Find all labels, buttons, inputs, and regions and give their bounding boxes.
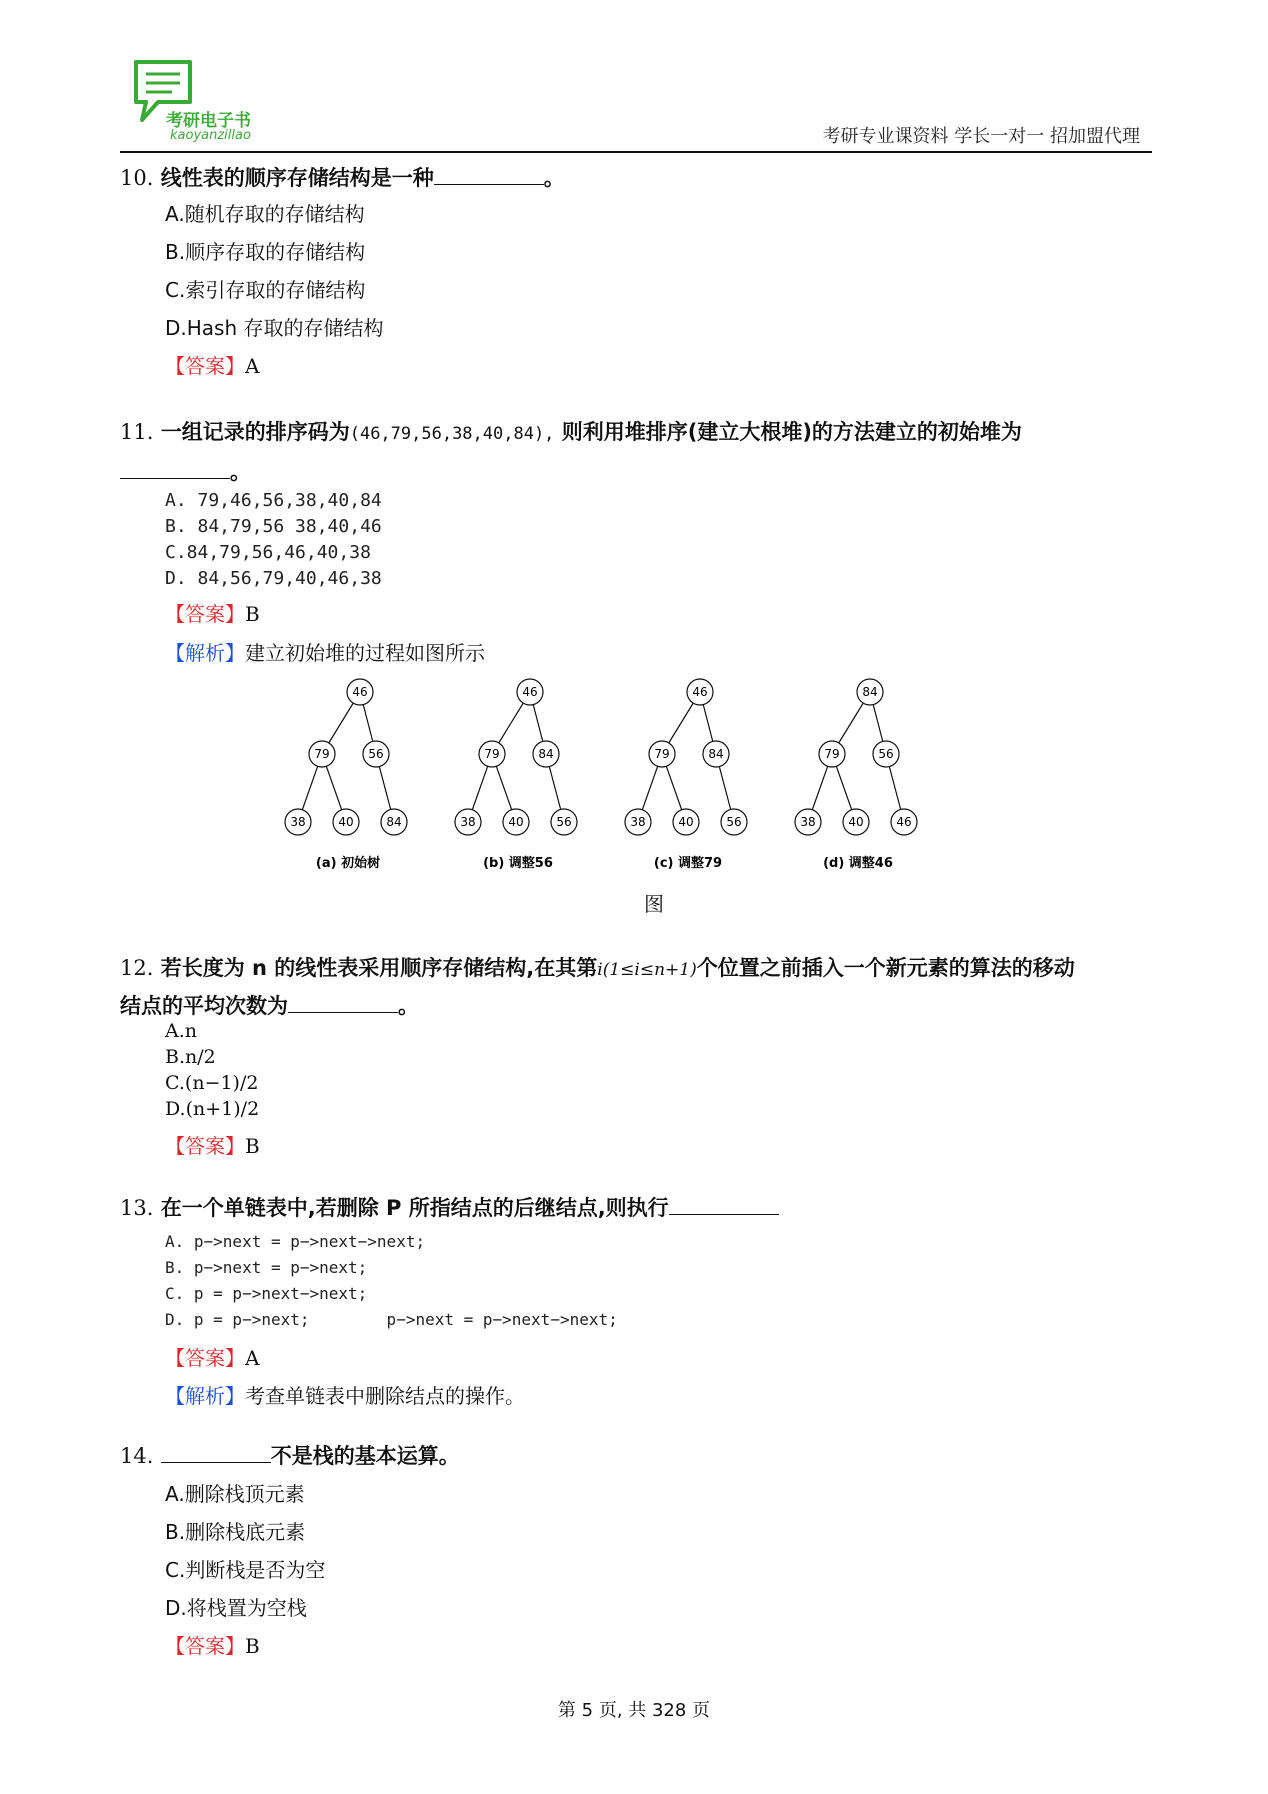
question-end: 。	[398, 994, 419, 1018]
question-stem: 不是栈的基本运算。	[270, 1444, 460, 1468]
answer-blank	[434, 166, 544, 185]
answer-blank	[161, 1444, 271, 1463]
answer-blank	[669, 1196, 779, 1215]
heap-tree	[285, 679, 407, 871]
option-c: C.判断栈是否为空	[165, 1558, 326, 1582]
question-stem-cont: 个位置之前插入一个新元素的算法的移动	[696, 956, 1075, 980]
answer-line	[165, 1630, 260, 1659]
question-number: 10.	[120, 166, 154, 190]
tree-caption: (b) 调整56	[483, 856, 553, 871]
logo-text-en: kaoyanzillao	[170, 128, 251, 143]
tree-node-value: 46	[692, 685, 708, 699]
tree-node-value: 79	[484, 747, 500, 761]
tree-node-value: 56	[726, 815, 742, 829]
option-d: D.Hash 存取的存储结构	[165, 316, 384, 340]
answer-label: 【答案】	[165, 602, 245, 626]
tree-node-value: 40	[338, 815, 354, 829]
answer-line	[165, 598, 260, 627]
tree-node-value: 40	[848, 815, 864, 829]
tree-caption: (a) 初始树	[315, 856, 381, 871]
answer-blank	[120, 460, 230, 479]
answer-label: 【答案】	[165, 354, 245, 378]
answer-line	[165, 1130, 260, 1159]
option-d: D. 84,56,79,40,46,38	[165, 568, 382, 589]
tree-node-value: 38	[460, 815, 476, 829]
option-a: A. 79,46,56,38,40,84	[165, 490, 382, 511]
tree-node-value: 38	[630, 815, 646, 829]
answer-value: B	[245, 1134, 260, 1158]
option-c: C. p = p−>next−>next;	[165, 1284, 368, 1303]
header-divider	[120, 151, 1152, 153]
option-d: D. p = p−>next; p−>next = p−>next−>next;	[165, 1310, 618, 1329]
answer-line	[165, 1342, 259, 1371]
question-12-title	[120, 952, 1075, 982]
option-b: B.删除栈底元素	[165, 1520, 306, 1544]
question-10-title	[120, 162, 565, 192]
option-c: C.索引存取的存储结构	[165, 278, 366, 302]
question-12-title-line2	[120, 990, 419, 1020]
option-a: A.随机存取的存储结构	[165, 202, 365, 226]
answer-value: B	[245, 1634, 260, 1658]
option-b: B. 84,79,56 38,40,46	[165, 516, 382, 537]
question-stem: 一组记录的排序码为	[160, 420, 350, 444]
heap-figure	[270, 672, 970, 882]
answer-label: 【答案】	[165, 1634, 245, 1658]
explanation-text: 建立初始堆的过程如图所示	[245, 641, 485, 665]
tree-caption: (d) 调整46	[823, 856, 893, 871]
tree-node-value: 56	[878, 747, 894, 761]
question-11-title	[120, 416, 1022, 446]
figure-label: 图	[644, 892, 664, 916]
tree-node-value: 38	[290, 815, 306, 829]
answer-value: A	[245, 1346, 260, 1370]
option-b: B.n/2	[165, 1046, 216, 1068]
tree-node-value: 79	[824, 747, 840, 761]
tree-node-value: 46	[352, 685, 368, 699]
option-a: A.删除栈顶元素	[165, 1482, 305, 1506]
option-d: D.(n+1)/2	[165, 1098, 260, 1120]
question-stem-end: 结点的平均次数为	[120, 994, 288, 1018]
tree-node-value: 79	[314, 747, 330, 761]
answer-value: A	[245, 354, 260, 378]
tree-node-value: 56	[556, 815, 572, 829]
answer-value: B	[245, 602, 260, 626]
header-tagline: 考研专业课资料 学长一对一 招加盟代理	[822, 126, 1140, 147]
tree-node-value: 40	[678, 815, 694, 829]
question-stem-cont: 则利用堆排序(建立大根堆)的方法建立的初始堆为	[561, 420, 1022, 444]
question-14-title	[120, 1440, 460, 1470]
heap-tree	[455, 679, 577, 871]
tree-node-value: 84	[862, 685, 878, 699]
explanation-label: 【解析】	[165, 1384, 245, 1408]
heap-tree	[795, 679, 917, 871]
question-stem: 若长度为 n 的线性表采用顺序存储结构,在其第	[160, 956, 598, 980]
position-range: i(1≤i≤n+1)	[597, 960, 697, 980]
answer-label: 【答案】	[165, 1346, 245, 1370]
question-number: 11.	[120, 420, 154, 444]
option-c: C.84,79,56,46,40,38	[165, 542, 371, 563]
heap-tree	[625, 679, 747, 871]
answer-label: 【答案】	[165, 1134, 245, 1158]
tree-node-value: 56	[368, 747, 384, 761]
question-11-blank-line	[120, 456, 251, 486]
explanation-label: 【解析】	[165, 641, 245, 665]
question-number: 12.	[120, 956, 154, 980]
question-stem: 在一个单链表中,若删除 P 所指结点的后继结点,则执行	[160, 1196, 669, 1220]
answer-line	[165, 350, 259, 379]
question-end: 。	[543, 166, 565, 190]
explanation-line	[165, 1380, 525, 1409]
option-a: A.n	[165, 1020, 197, 1042]
option-c: C.(n−1)/2	[165, 1072, 259, 1094]
question-number: 14.	[120, 1444, 154, 1468]
question-number: 13.	[120, 1196, 154, 1220]
page-footer: 第 5 页, 共 328 页	[557, 1700, 711, 1721]
tree-node-value: 84	[386, 815, 402, 829]
tree-node-value: 38	[800, 815, 816, 829]
tree-node-value: 84	[538, 747, 554, 761]
option-a: A. p−>next = p−>next−>next;	[165, 1232, 426, 1251]
question-stem: 线性表的顺序存储结构是一种	[160, 166, 434, 190]
tree-node-value: 79	[654, 747, 670, 761]
sort-keys: (46,79,56,38,40,84),	[349, 424, 555, 444]
question-13-title	[120, 1192, 779, 1222]
option-d: D.将栈置为空栈	[165, 1596, 307, 1620]
logo-text-cn: 考研电子书	[166, 111, 251, 131]
tree-node-value: 46	[522, 685, 538, 699]
tree-caption: (c) 调整79	[653, 856, 723, 871]
logo	[132, 58, 272, 148]
answer-blank	[288, 994, 398, 1013]
option-b: B. p−>next = p−>next;	[165, 1258, 368, 1277]
explanation-text: 考查单链表中删除结点的操作。	[245, 1384, 525, 1408]
explanation-line	[165, 637, 485, 666]
tree-node-value: 84	[708, 747, 724, 761]
option-b: B.顺序存取的存储结构	[165, 240, 366, 264]
tree-node-value: 46	[896, 815, 912, 829]
tree-node-value: 40	[508, 815, 524, 829]
question-end: 。	[230, 460, 251, 484]
